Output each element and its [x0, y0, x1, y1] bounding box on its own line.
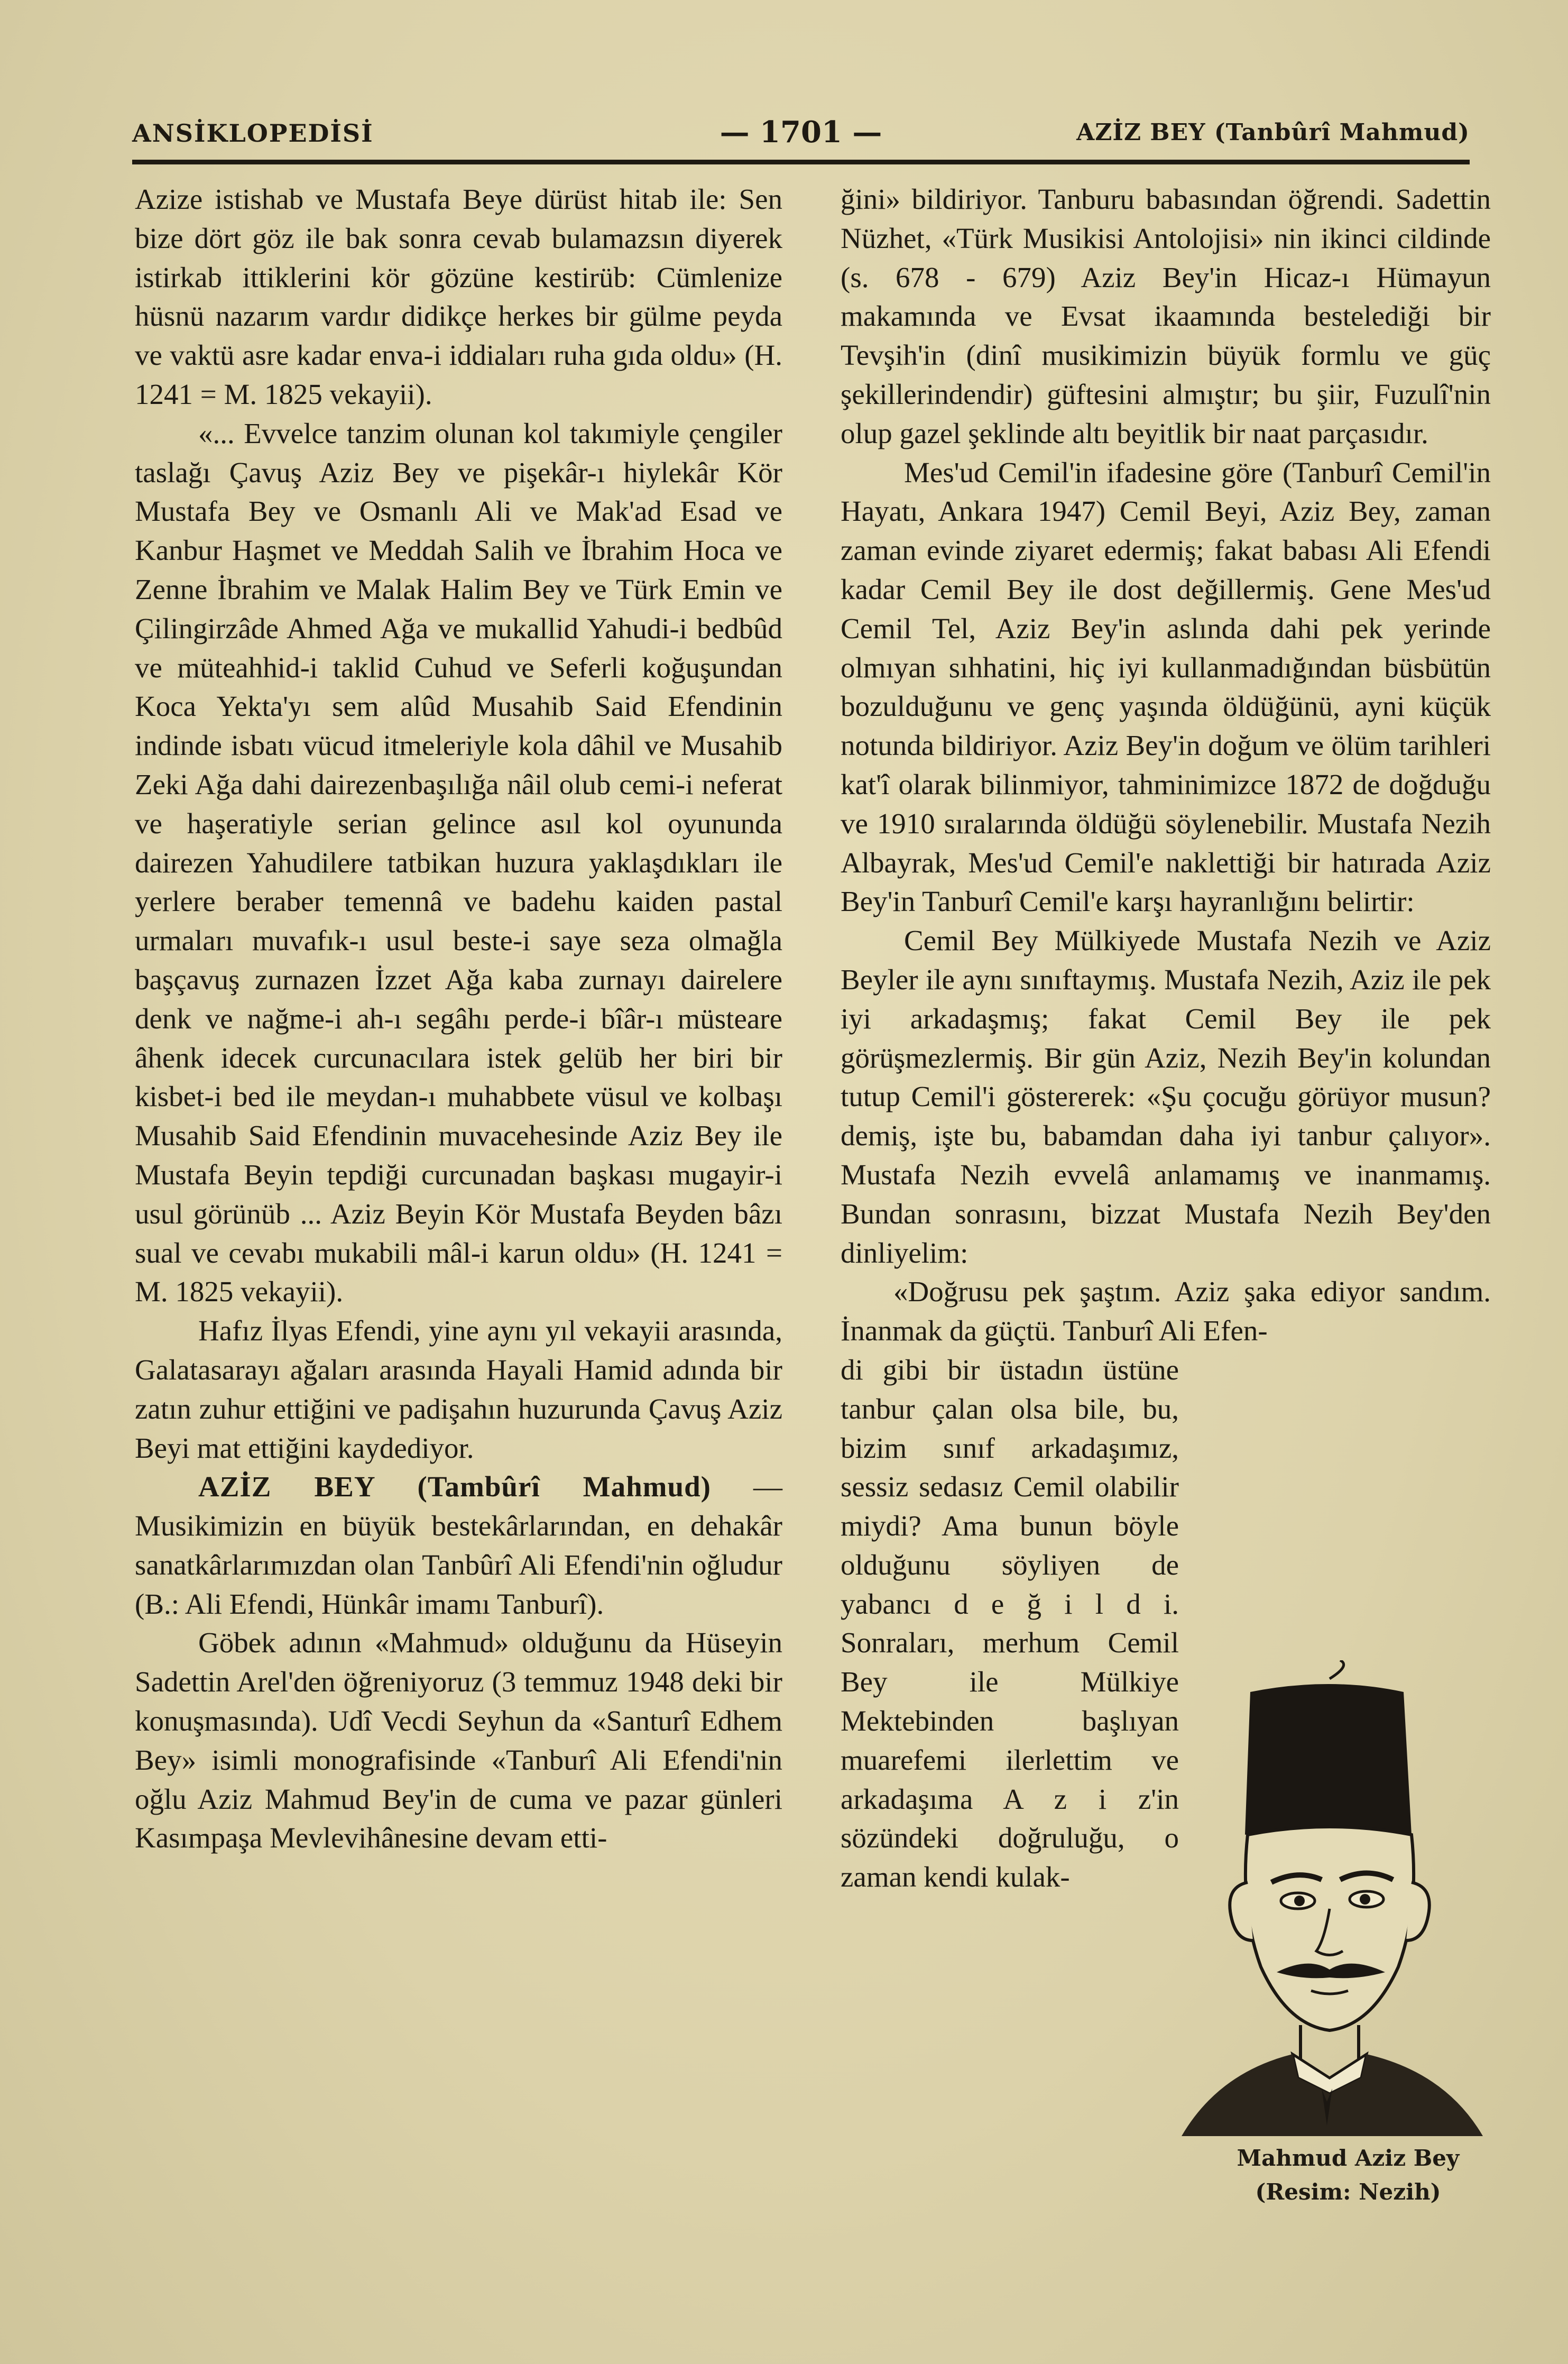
- entry-paragraph: [135, 1467, 782, 1623]
- page-number: — 1701 —: [720, 115, 882, 150]
- portrait-illustration: [1171, 1660, 1493, 2136]
- paragraph: Cemil Bey Mülkiyede Mustafa Nezih ve Aziz Beyler ile aynı sınıftaymış. Mustafa Nezih, Aziz ile pek iyi arkadaşmış; fakat Cemil Bey ile pek görüşmezlermiş. Bir gün Aziz, Nezih Bey'in kolundan tutup Cemil'i göstererek: «Şu çocuğu görüyor musun? demiş, işte bu, babamdan daha iyi tanbur çalıyor». Mustafa Nezih evvelâ anlamamış ve inanmamış. Bundan sonrasını, bizzat Mustafa Nezih Bey'den dinliyelim:: [841, 924, 1491, 1269]
- page-header: [132, 108, 1470, 156]
- left-column: [135, 180, 782, 1857]
- running-head-left: ANSİKLOPEDİSİ: [132, 119, 374, 148]
- entry-body: — Musikimizin en büyük bestekârlarından, en dehakâr sanatkârlarımızdan olan Tanbûrî Ali Efendi'nin oğludur (B.: Ali Efendi, Hünkâr imamı Tanburî).: [135, 1470, 783, 1620]
- paragraph: Hafız İlyas Efendi, yine aynı yıl vekayii arasında, Galatasarayı ağaları arasında Hayali Hamid adında bir zatın zuhur ettiğini ve padişahın huzurunda Çavuş Aziz Beyi mat ettiğini kaydediyor.: [135, 1314, 782, 1464]
- quote-paragraph: «Doğrusu pek şaştım. Aziz şaka ediyor sandım. İnanmak da güçtü. Tanburî Ali Efen-: [841, 1275, 1491, 1347]
- caption-credit: (Resim: Nezih): [1255, 2179, 1441, 2205]
- entry-title: AZİZ BEY (Tambûrî Mahmud): [198, 1470, 711, 1503]
- paragraph: Azize istishab ve Mustafa Beye dürüst hitab ile: Sen bize dört göz ile bak sonra cevab bulamazsın diyerek istirkab ittiklerini kör gözüne kestirüb: Cümlenize hüsnü nazarım vardır didikçe herkes bir gülme peyda ve vaktü asre kadar enva-i iddiaları ruha gıda oldu» (H. 1241 = M. 1825 vekayii).: [135, 183, 782, 410]
- header-rule: [132, 160, 1470, 164]
- quote-continuation: di gibi bir üstadın üstüne tanbur çalan olsa bile, bu, bizim sınıf arkadaşımız, sessiz sedasız Cemil olabilir miydi? Ama bunun böyle olduğunu söyliyen de yabancı d e ğ i l d i. Sonraları, merhum Cemil Bey ile Mülkiye Mektebinden başlıyan muarefemi ilerlettim ve arkadaşıma A z i z'in sözündeki doğruluğu, o zaman kendi kulak-: [841, 1353, 1179, 1893]
- paragraph: «... Evvelce tanzim olunan kol takımiyle çengiler taslağı Çavuş Aziz Bey ve pişekâr-ı hiylekâr Kör Mustafa Bey ve Osmanlı Ali ve Mak'ad Esad ve Kanbur Haşmet ve Meddah Salih ve İbrahim Hoca ve Zenne İbrahim ve Malak Halim Bey ve Türk Emin ve Çilingirzâde Ahmed Ağa ve mukallid Yahudi-i bedbûd ve müteahhid-i taklid Cuhud ve Seferli koğuşundan Koca Yekta'yı sem alûd Musahib Said Efendinin indinde isbatı vücud itmeleriyle kola dâhil ve Musahib Zeki Ağa dahi dairezenbaşılığa nâil olub cemi-i neferat ve haşeratiyle serian gelince asıl kol oyununda dairezen Yahudilere tatbikan huzura yaklaşdıkları ile yerlere beraber temennâ ve badehu kaiden pastal urmaları muvafık-ı usul beste-i saye seza olmağla başçavuş zurnazen İzzet Ağa kaba zurnayı dairelere denk ve nağme-i ah-ı segâhı perde-i bîâr-ı müsteare âhenk idecek curcunacılara istek gelüb her biri bir kisbet-i bed ile meydan-ı muhabbete vüsul ve kolbaşı Musahib Said Efendinin muvacehesinde Aziz Bey ile Mustafa Beyin tepdiği curcunadan başkası mugayir-i usul görünüb ... Aziz Beyin Kör Mustafa Beyden bâzı sual ve cevabı mukabili mâl-i karun oldu» (H. 1241 = M. 1825 vekayii).: [135, 417, 782, 1308]
- portrait-figure: [1171, 1660, 1493, 2152]
- right-column: [841, 180, 1491, 1897]
- caption-name: Mahmud Aziz Bey: [1237, 2145, 1460, 2171]
- paragraph: ğini» bildiriyor. Tanburu babasından öğrendi. Sadettin Nüzhet, «Türk Musikisi Antolojisi» nin ikinci cildinde (s. 678 - 679) Aziz Bey'in Hicaz-ı Hümayun makamında ve Evsat ikaamında bestelediği bir Tevşih'in (dinî musikimizin büyük formlu ve güç şekillerindendir) güftesini almıştır; bu şiir, Fuzulî'nin olup gazel şeklinde altı beyitlik bir naat parçasıdır.: [841, 183, 1491, 449]
- figure-caption: [1211, 2141, 1486, 2209]
- paragraph: Mes'ud Cemil'in ifadesine göre (Tanburî Cemil'in Hayatı, Ankara 1947) Cemil Beyi, Aziz Bey, zaman zaman evinde ziyaret edermiş; fakat babası Ali Efendi kadar Cemil Bey ile dost değillermiş. Gene Mes'ud Cemil Tel, Aziz Bey'in aslında dahi pek yerinde olmıyan sıhhatini, hiç iyi kullanmadığından büsbütün bozulduğunu ve genç yaşında öldüğünü, ayni küçük notunda bildiriyor. Aziz Bey'in doğum ve ölüm tarihleri kat'î olarak bilinmiyor, tahminimizce 1872 de doğduğu ve 1910 sıralarında öldüğü söylenebilir. Mustafa Nezih Albayrak, Mes'ud Cemil'e naklettiği bir hatırada Aziz Bey'in Tanburî Cemil'e karşı hayranlığını belirtir:: [841, 456, 1491, 918]
- running-head-right: AZİZ BEY (Tanbûrî Mahmud): [1076, 119, 1470, 146]
- paragraph: Göbek adının «Mahmud» olduğunu da Hüseyin Sadettin Arel'den öğreniyoruz (3 temmuz 1948 deki bir konuşmasında). Udî Vecdi Seyhun da «Santurî Edhem Bey» isimli monografisinde «Tanburî Ali Efendi'nin oğlu Aziz Mahmud Bey'in de cuma ve pazar günleri Kasımpaşa Mevlevihânesine devam etti-: [135, 1626, 782, 1854]
